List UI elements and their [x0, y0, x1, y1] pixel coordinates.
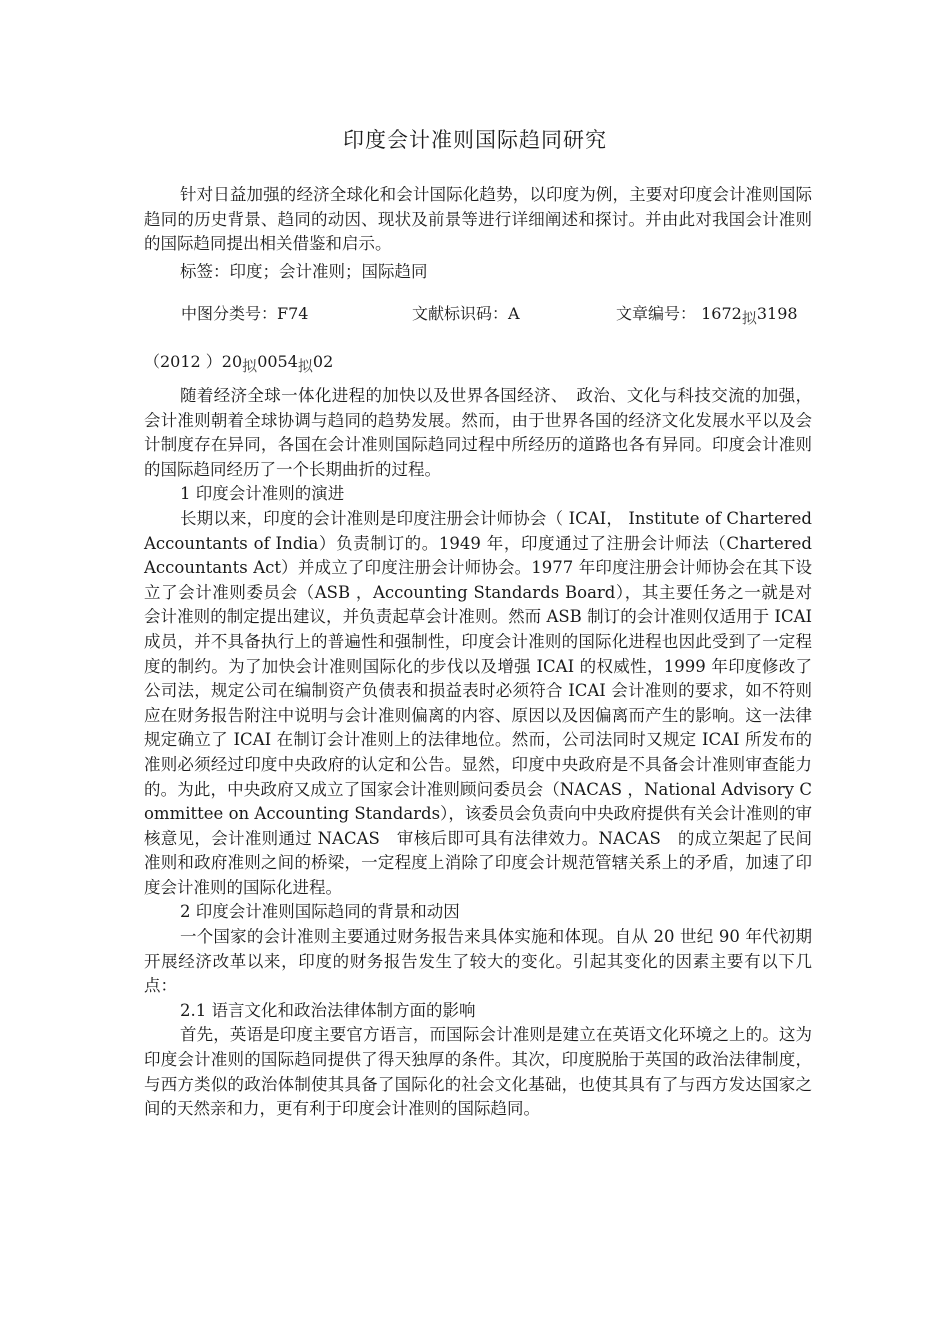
article-number: [616, 301, 798, 327]
abstract-paragraph: 针对日益加强的经济全球化和会计国际化趋势，以印度为例，主要对印度会计准则国际趋同的历史背景、趋同的动因、现状及前景等进行详细阐述和探讨。并由此对我国会计准则的国际趋同提出相关借鉴和启示。: [144, 185, 812, 254]
section-body-2-1: 首先，英语是印度主要官方语言，而国际会计准则是建立在英语文化环境之上的。这为印度会计准则的国际趋同提供了得天独厚的条件。其次，印度脱胎于英国的政治法律制度，与西方类似的政治体制使其具备了国际化的社会文化基础，也使其具有了与西方发达国家之间的天然亲和力，更有利于印度会计准则的国际趋同。: [144, 1025, 812, 1119]
section-body-2: 一个国家的会计准则主要通过财务报告来具体实施和体现。自从 20 世纪 90 年代初期开展经济改革以来，印度的财务报告发生了较大的变化。引起其变化的因素主要有以下几点：: [144, 927, 812, 996]
article-number-suffix: 3198: [756, 304, 798, 323]
line2-part-c: 02: [312, 352, 334, 371]
intro-paragraph: 随着经济全球一体化进程的加快以及世界各国经济、 政治、文化与科技交流的加强，会计准则朝着全球协调与趋同的趋势发展。然而，由于世界各国的经济文化发展水平以及会计制度存在异同，各国在会计准则国际趋同过程中所经历的道路也各有异同。印度会计准则的国际趋同经历了一个长期曲折的过程。: [144, 386, 812, 479]
line2-part-a: （2012 ）20: [144, 352, 243, 371]
clc-number: 中图分类号：F74: [181, 304, 309, 323]
section-body-1: 长期以来，印度的会计准则是印度注册会计师协会（ ICAI， Institute of Chartered Accountants of India）负责制订的。1949 年，印度通过了注册会计师法（Chartered Accountants Act）并成立了印度注册会计师协会。1977 年印度注册会计师协会在其下设立了会计准则委员会（ASB ，Accounting Standards Board），其主要任务之一就是对会计准则的制定提出建议，并负责起草会计准则。然而 ASB 制订的会计准则仅适用于 ICAI 成员，并不具备执行上的普遍性和强制性，印度会计准则的国际化进程也因此受到了一定程度的制约。为了加快会计准则国际化的步伐以及增强 ICAI 的权威性，1999 年印度修改了公司法，规定公司在编制资产负债表和损益表时必须符合 ICAI 会计准则的要求，如不符则应在财务报告附注中说明与会计准则偏离的内容、原因以及因偏离而产生的影响。这一法律规定确立了 ICAI 在制订会计准则上的法律地位。然而，公司法同时又规定 ICAI 所发布的准则必须经过印度中央政府的认定和公告。显然，印度中央政府是不具备会计准则审查能力的。为此，中央政府又成立了国家会计准则顾问委员会（NACAS ，National Advisory Committee on Accounting Standards），该委员会负责向中央政府提供有关会计准则的审核意见，会计准则通过 NACAS 审核后即可具有法律效力。NACAS 的成立架起了民间准则和政府准则之间的桥梁，一定程度上消除了印度会计规范管辖关系上的矛盾，加速了印度会计准则的国际化进程。: [144, 508, 812, 897]
section-heading-2: 2 印度会计准则国际趋同的背景和动因: [180, 902, 460, 922]
line2-mark-1: 拟: [242, 357, 258, 375]
document-code: 文献标识码：A: [412, 304, 520, 323]
section-heading-1: 1 印度会计准则的演进: [180, 484, 345, 504]
article-number-mark: 拟: [741, 309, 757, 327]
line2-part-b: 0054: [257, 352, 298, 371]
main-body: [144, 384, 812, 1122]
keywords-line: 标签：印度；会计准则；国际趋同: [180, 262, 428, 281]
article-number-prefix: 文章编号： 1672: [616, 304, 742, 323]
section-heading-2-1: 2.1 语言文化和政治法律体制方面的影响: [180, 1000, 476, 1020]
document-title: 印度会计准则国际趋同研究: [343, 128, 607, 152]
article-number-line2: [144, 349, 334, 375]
line2-mark-2: 拟: [297, 357, 313, 375]
